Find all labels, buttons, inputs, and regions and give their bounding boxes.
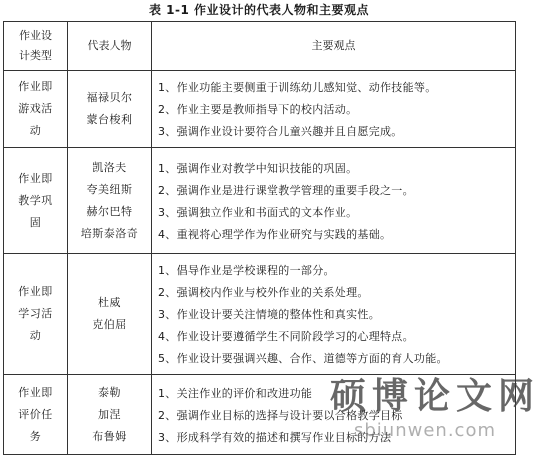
people-cell: 福禄贝尔 蒙台梭利 xyxy=(68,71,152,148)
view-item: 1、倡导作业是学校课程的一部分。 xyxy=(158,264,335,277)
view-item: 3、强调作业设计要符合儿童兴趣并且自愿完成。 xyxy=(158,125,403,138)
view-item: 2、强调作业目标的选择与设计要以合格教学目标 xyxy=(158,408,403,422)
people-cell: 凯洛夫 夸美纽斯 赫尔巴特 培斯泰洛奇 xyxy=(68,148,152,254)
view-item: 2、强调作业是进行课堂教学管理的重要手段之一。 xyxy=(158,183,414,197)
view-item: 5、作业设计要强调兴趣、合作、道德等方面的育人功能。 xyxy=(158,352,448,365)
view-item: 3、强调独立作业和书面式的文本作业。 xyxy=(158,205,358,219)
view-item: 1、关注作业的评价和改进功能 xyxy=(158,386,313,400)
table-row xyxy=(4,148,516,254)
watermark-text: 硕博论文网 xyxy=(330,375,540,417)
view-item: 1、强调作业对教学中知识技能的巩固。 xyxy=(158,161,358,175)
type-cell: 作业即 教学巩 固 xyxy=(4,148,68,254)
views-cell xyxy=(152,375,516,455)
header-people: 代表人物 xyxy=(68,22,152,71)
table-caption: 表 1-1 作业设计的代表人物和主要观点 xyxy=(148,3,370,17)
table-row xyxy=(4,71,516,148)
view-item: 3、形成科学有效的描述和撰写作业目标的方法 xyxy=(158,430,392,444)
table-row xyxy=(4,375,516,455)
view-item: 3、作业设计要关注情境的整体性和真实性。 xyxy=(158,308,380,321)
view-item: 2、强调校内作业与校外作业的关系处理。 xyxy=(158,286,369,299)
header-views: 主要观点 xyxy=(152,22,516,71)
representatives-table xyxy=(3,21,516,455)
type-cell: 作业即 游戏活 动 xyxy=(4,71,68,148)
views-cell xyxy=(152,71,516,148)
type-cell: 作业即 学习活 动 xyxy=(4,254,68,375)
table-header-row xyxy=(4,22,516,71)
view-item: 4、重视将心理学作为作业研究与实践的基础。 xyxy=(158,227,392,241)
type-cell: 作业即 评价任 务 xyxy=(4,375,68,455)
people-cell: 杜威 克伯屈 xyxy=(68,254,152,375)
view-item: 1、作业功能主要侧重于训练幼儿感知觉、动作技能等。 xyxy=(158,81,437,94)
table-row xyxy=(4,254,516,375)
people-cell: 泰勒 加涅 布鲁姆 xyxy=(68,375,152,455)
view-item: 4、作业设计要遵循学生不同阶段学习的心理特点。 xyxy=(158,330,414,343)
view-item: 2、作业主要是教师指导下的校内活动。 xyxy=(158,103,358,116)
views-cell xyxy=(152,148,516,254)
views-cell xyxy=(152,254,516,375)
watermark-url: sbiunwen.com xyxy=(354,420,496,441)
header-type: 作业设 计类型 xyxy=(4,22,68,71)
